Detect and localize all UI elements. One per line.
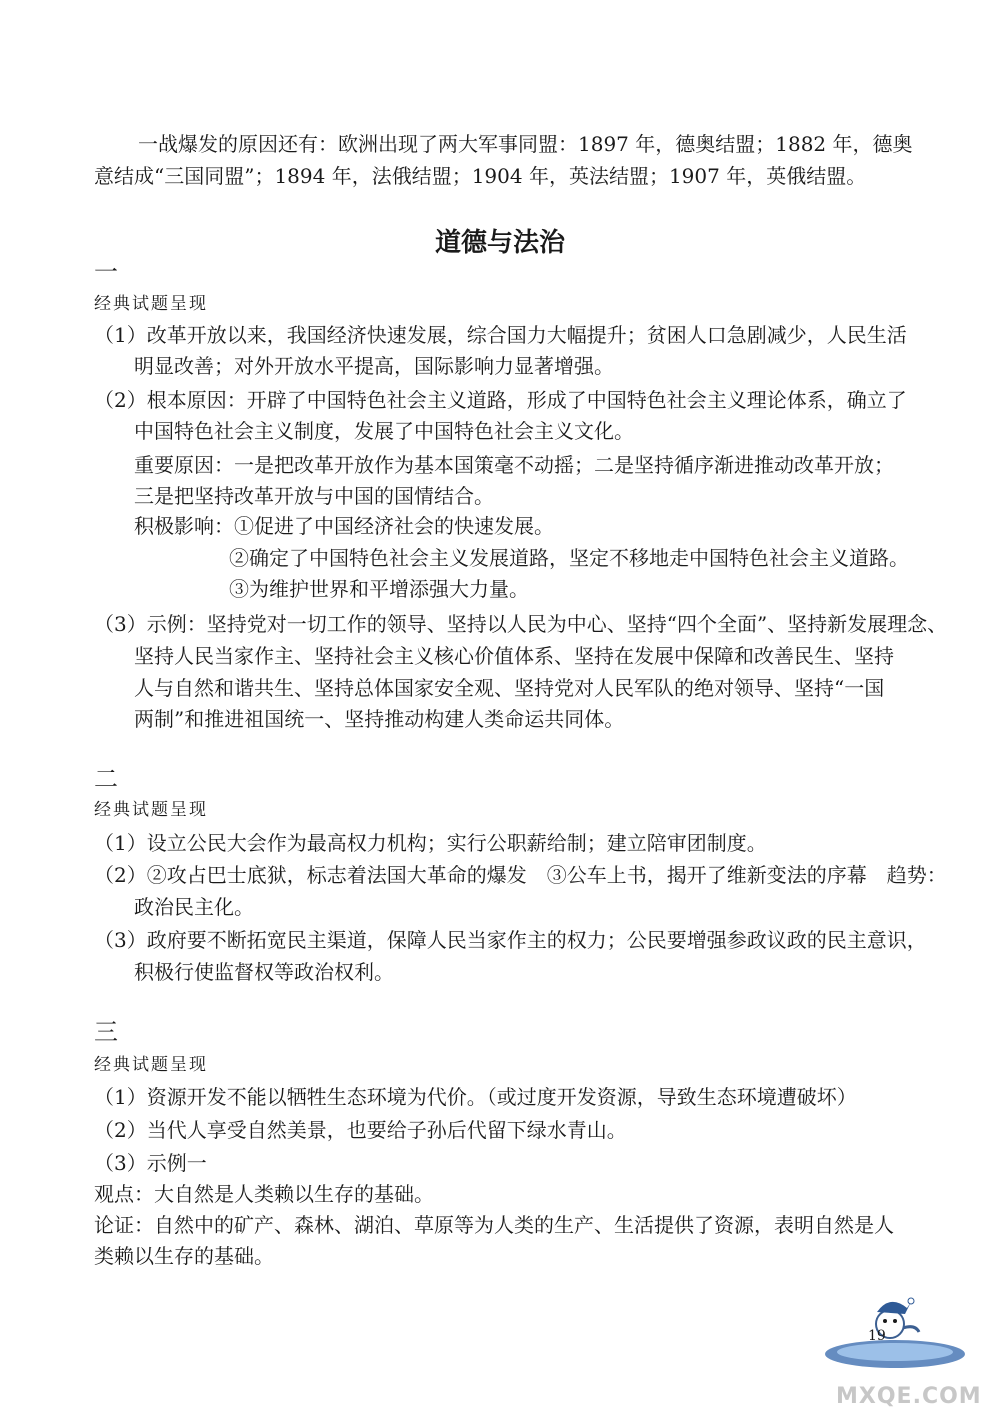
section-1-line: （2）根本原因：开辟了中国特色社会主义道路，形成了中国特色社会主义理论体系，确立了 (94, 388, 907, 412)
intro-line-1: 一战爆发的原因还有：欧洲出现了两大军事同盟：1897 年，德奥结盟；1882 年，德奥 (138, 132, 913, 156)
intro-line-2: 意结成“三国同盟”；1894 年，法俄结盟；1904 年，英法结盟；1907 年，英俄结盟。 (94, 164, 867, 188)
section-3-line: 论证：自然中的矿产、森林、湖泊、草原等为人类的生产、生活提供了资源，表明自然是人 (94, 1213, 894, 1237)
section-3-number: 三 (94, 1018, 118, 1046)
section-3-line: 观点：大自然是人类赖以生存的基础。 (94, 1182, 434, 1206)
section-1-number: 一 (94, 258, 118, 286)
section-1-line: 人与自然和谐共生、坚持总体国家安全观、坚持党对人民军队的绝对领导、坚持“一国 (134, 676, 885, 700)
section-2-line: （2）②攻占巴士底狱，标志着法国大革命的爆发 ③公车上书，揭开了维新变法的序幕 趋势： (94, 863, 947, 887)
section-1-line: ②确定了中国特色社会主义发展道路，坚定不移地走中国特色社会主义道路。 (229, 546, 909, 570)
section-1-line: （1）改革开放以来，我国经济快速发展，综合国力大幅提升；贫困人口急剧减少，人民生活 (94, 323, 907, 347)
section-1-line: 积极影响：①促进了中国经济社会的快速发展。 (134, 514, 554, 538)
page-number: 19 (868, 1328, 886, 1344)
section-2-line: 政治民主化。 (134, 895, 254, 919)
section-3-line: （3）示例一 (94, 1151, 207, 1175)
section-2-line: （1）设立公民大会作为最高权力机构；实行公职薪给制；建立陪审团制度。 (94, 831, 767, 855)
section-3-line: 类赖以生存的基础。 (94, 1244, 274, 1268)
section-1-line: 三是把坚持改革开放与中国的国情结合。 (134, 484, 494, 508)
section-2-line: 积极行使监督权等政治权利。 (134, 960, 394, 984)
section-2-number: 二 (94, 765, 118, 793)
section-1-line: ③为维护世界和平增添强大力量。 (229, 577, 529, 601)
section-3-line: （2）当代人享受自然美景，也要给子孙后代留下绿水青山。 (94, 1118, 627, 1142)
subject-title: 道德与法治 (434, 228, 565, 258)
section-3-heading: 经典试题呈现 (94, 1055, 208, 1075)
section-1-line: 坚持人民当家作主、坚持社会主义核心价值体系、坚持在发展中保障和改善民生、坚持 (134, 644, 894, 668)
section-1-heading: 经典试题呈现 (94, 294, 208, 314)
section-1-line: 明显改善；对外开放水平提高，国际影响力显著增强。 (134, 354, 614, 378)
section-1-line: 重要原因：一是把改革开放作为基本国策毫不动摇；二是坚持循序渐进推动改革开放； (134, 453, 894, 477)
section-2-heading: 经典试题呈现 (94, 800, 208, 820)
watermark: MXQE.COM (836, 1384, 982, 1409)
section-1-line: 两制”和推进祖国统一、坚持推动构建人类命运共同体。 (134, 707, 625, 731)
section-3-line: （1）资源开发不能以牺牲生态环境为代价。（或过度开发资源，导致生态环境遭破坏） (94, 1085, 857, 1109)
section-2-line: （3）政府要不断拓宽民主渠道，保障人民当家作主的权力；公民要增强参政议政的民主意识， (94, 928, 927, 952)
section-1-line: 中国特色社会主义制度，发展了中国特色社会主义文化。 (134, 419, 634, 443)
section-1-line: （3）示例：坚持党对一切工作的领导、坚持以人民为中心、坚持“四个全面”、坚持新发展理念、 (94, 612, 948, 636)
